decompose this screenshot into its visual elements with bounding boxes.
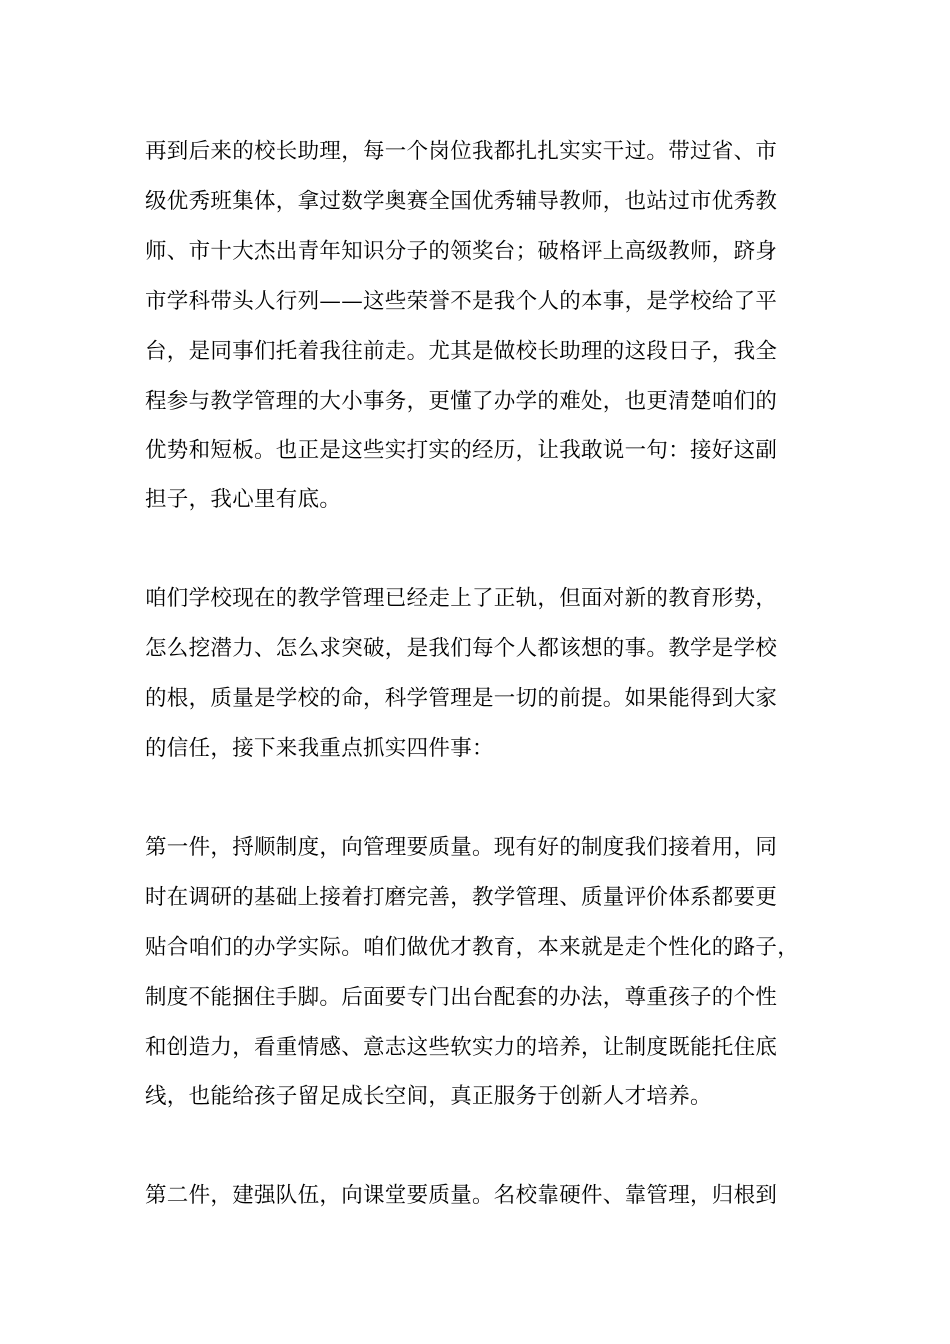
text-line: 台，是同事们托着我往前走。尤其是做校长助理的这段日子，我全: [145, 339, 778, 364]
text-line: 第一件，捋顺制度，向管理要质量。现有好的制度我们接着用，同: [145, 835, 778, 860]
text-line: 师、市十大杰出青年知识分子的领奖台；破格评上高级教师，跻身: [145, 239, 778, 264]
text-line: 和创造力，看重情感、意志这些软实力的培养，让制度既能托住底: [145, 1035, 778, 1060]
text-line: 咱们学校现在的教学管理已经走上了正轨，但面对新的教育形势，: [145, 586, 778, 611]
text-line: 制度不能捆住手脚。后面要专门出台配套的办法，尊重孩子的个性: [145, 985, 778, 1010]
text-line: 程参与教学管理的大小事务，更懂了办学的难处，也更清楚咱们的: [145, 389, 778, 414]
text-line: 怎么挖潜力、怎么求突破，是我们每个人都该想的事。教学是学校: [145, 636, 778, 661]
text-line: 优势和短板。也正是这些实打实的经历，让我敢说一句：接好这副: [145, 438, 778, 463]
text-line: 时在调研的基础上接着打磨完善，教学管理、质量评价体系都要更: [145, 885, 778, 910]
text-line: 级优秀班集体，拿过数学奥赛全国优秀辅导教师，也站过市优秀教: [145, 189, 778, 214]
text-line: 的根，质量是学校的命，科学管理是一切的前提。如果能得到大家: [145, 686, 778, 711]
text-line: 贴合咱们的办学实际。咱们做优才教育，本来就是走个性化的路子，: [145, 935, 800, 960]
text-line: 的信任，接下来我重点抓实四件事：: [145, 736, 494, 761]
text-line: 市学科带头人行列——这些荣誉不是我个人的本事，是学校给了平: [145, 289, 778, 314]
text-line: 第二件，建强队伍，向课堂要质量。名校靠硬件、靠管理，归根到: [145, 1183, 778, 1208]
text-line: 线，也能给孩子留足成长空间，真正服务于创新人才培养。: [145, 1084, 712, 1109]
text-line: 担子，我心里有底。: [145, 487, 342, 512]
text-line: 再到后来的校长助理，每一个岗位我都扎扎实实干过。带过省、市: [145, 139, 778, 164]
